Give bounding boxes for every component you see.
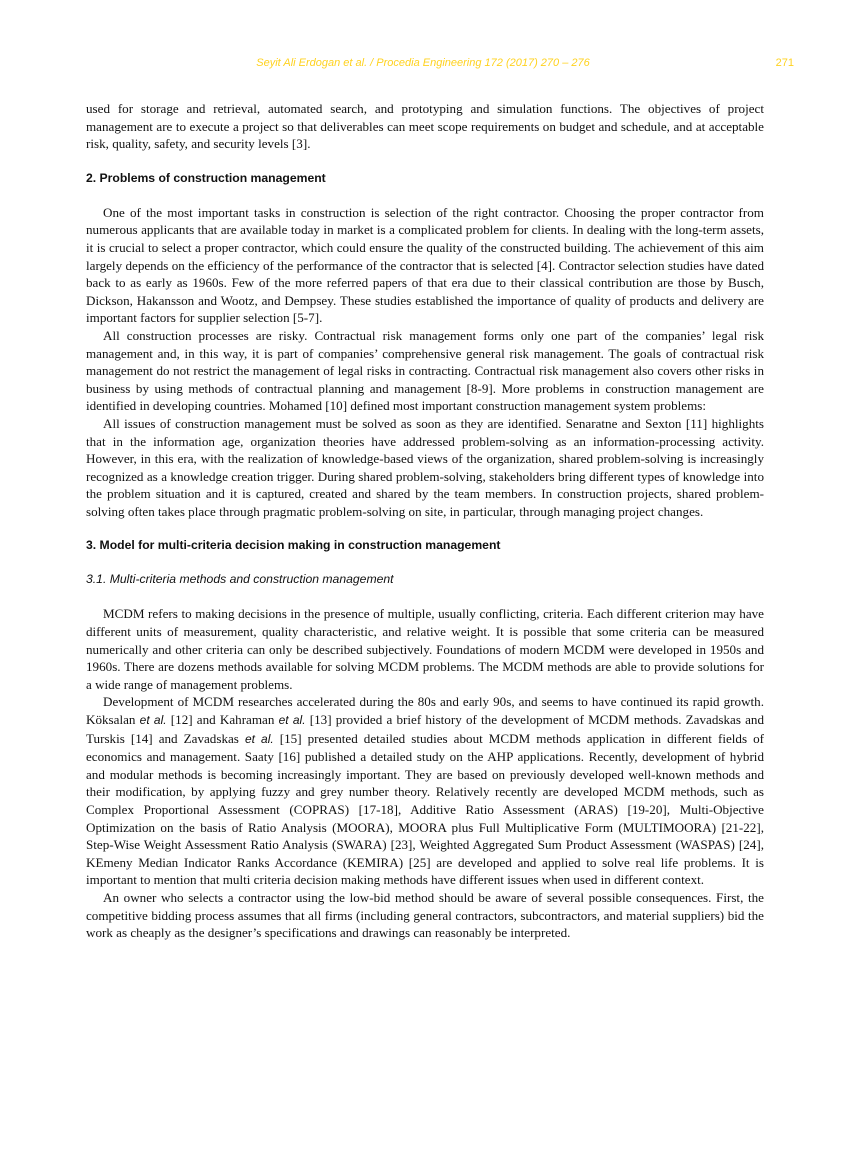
paragraph: All issues of construction management must be solved as soon as they are identified. Senaratne and Sexton [11] highlights that in the information age, organization theories have addressed problem-solving as an information-processing activity. However, in this era, with the realization of knowledge-based views of the organization, shared problem-solving is increasingly recognized as a knowledge creation trigger. During shared problem-solving, stakeholders bring different types of knowledge into the problem situation and it is captured, created and shared by the team members. In construction projects, shared problem-solving often takes place through pragmatic problem-solving on site, in particular, through managing project changes. <box>86 415 764 519</box>
text-run: [12] and Kahraman <box>166 712 279 728</box>
running-head: Seyit Ali Erdogan et al. / Procedia Engineering 172 (2017) 270 – 276 <box>256 57 590 69</box>
et-al: et al. <box>244 731 274 746</box>
et-al: et al. <box>139 713 167 728</box>
paragraph: MCDM refers to making decisions in the presence of multiple, usually conflicting, criteria. Each different criterion may have different units of measurement, quality characteristic, and relative weight. It is possible that some criteria can be measured numerically and other criteria can only be described subjectively. Foundations of modern MCDM were developed in 1950s and 1960s. There are dozens methods available for solving MCDM problems. The MCDM methods are able to provide solutions for a wide range of management problems. <box>86 606 764 692</box>
et-al: et al. <box>278 713 306 728</box>
paragraph: All construction processes are risky. Contractual risk management forms only one part of the companies’ legal risk management and, in this way, it is part of companies’ comprehensive general risk management. The goals of contractual risk management do not restrict the management of legal risks in contracting. Contractual risk management also covers other risks in business by using methods of contractual planning and management [8-9]. More problems in construction management are identified in developing countries. Mohamed [10] defined most important construction management system problems: <box>86 327 764 414</box>
text-run: [15] presented detailed studies about MCDM methods application in different fields of economics and management. Saaty [16] published a detailed study on the AHP applications. Recently, development of hybrid and modular methods is becoming increasingly important. They are based on previously developed well-known methods and their modification, by applying fuzzy and grey number theory. Relatively recently are developed MCDM methods, such as Complex Proportional Assessment (COPRAS) [17-18], Additive Ratio Assessment (ARAS) [19-20], Multi-Objective Optimization on the basis of Ratio Analysis (MOORA), MOORA plus Full Multiplicative Form (MULTIMOORA) [21-22], Step-Wise Weight Assessment Ratio Analysis (SWARA) [23], Weighted Aggregated Sum Product Assessment (WASPAS) [24], KEmeny Median Indicator Ranks Accordance (KEMIRA) [25] are developed and applied to solve real life problems. It is important to mention that multi criteria decision making methods have different issues when used in different context. <box>86 730 765 888</box>
paragraph <box>86 693 764 889</box>
text-run: [13] provided a brief history of the development of MCDM methods. Zavadskas and Turskis [14] and Zavadskas <box>86 712 765 746</box>
text-run: Development of MCDM researches accelerated during the 80s and early 90s, and seems to have continued its rapid growth. Köksalan <box>86 694 764 728</box>
section-heading: 3. Model for multi-criteria decision making in construction management <box>86 538 501 553</box>
subsection-heading: 3.1. Multi-criteria methods and construction management <box>86 572 394 587</box>
paragraph: used for storage and retrieval, automated search, and prototyping and simulation functions. The objectives of project management are to execute a project so that deliverables can meet scope requirements on budget and schedule, and at acceptable risk, quality, safety, and security levels [3]. <box>86 101 764 152</box>
section-heading: 2. Problems of construction management <box>86 170 326 185</box>
paragraph: An owner who selects a contractor using the low-bid method should be aware of several possible consequences. First, the competitive bidding process assumes that all firms (including general contractors, subcontractors, and material suppliers) bid the work as cheaply as the designer’s specifications and drawings can reasonably be interpreted. <box>86 889 764 941</box>
page-header <box>0 57 846 75</box>
article-body <box>86 100 764 942</box>
page-number: 271 <box>775 57 794 69</box>
paragraph: One of the most important tasks in construction is selection of the right contractor. Choosing the proper contractor from numerous applicants that are available today in market is a complicated problem for clients. In dealing with the long-term assets, it is crucial to select a proper contractor, which could ensure the quality of the constructed building. The achievement of this aim largely depends on the efficiency of the performance of the contractor that is selected [4]. Contractor selection studies have dated back to as early as 1960s. Few of the more referred papers of that era due to their classical contribution are those by Busch, Dickson, Hakansson and Wootz, and Dempsey. These studies established the importance of quality of products and delivery are important factors for supplier selection [5-7]. <box>86 204 764 326</box>
